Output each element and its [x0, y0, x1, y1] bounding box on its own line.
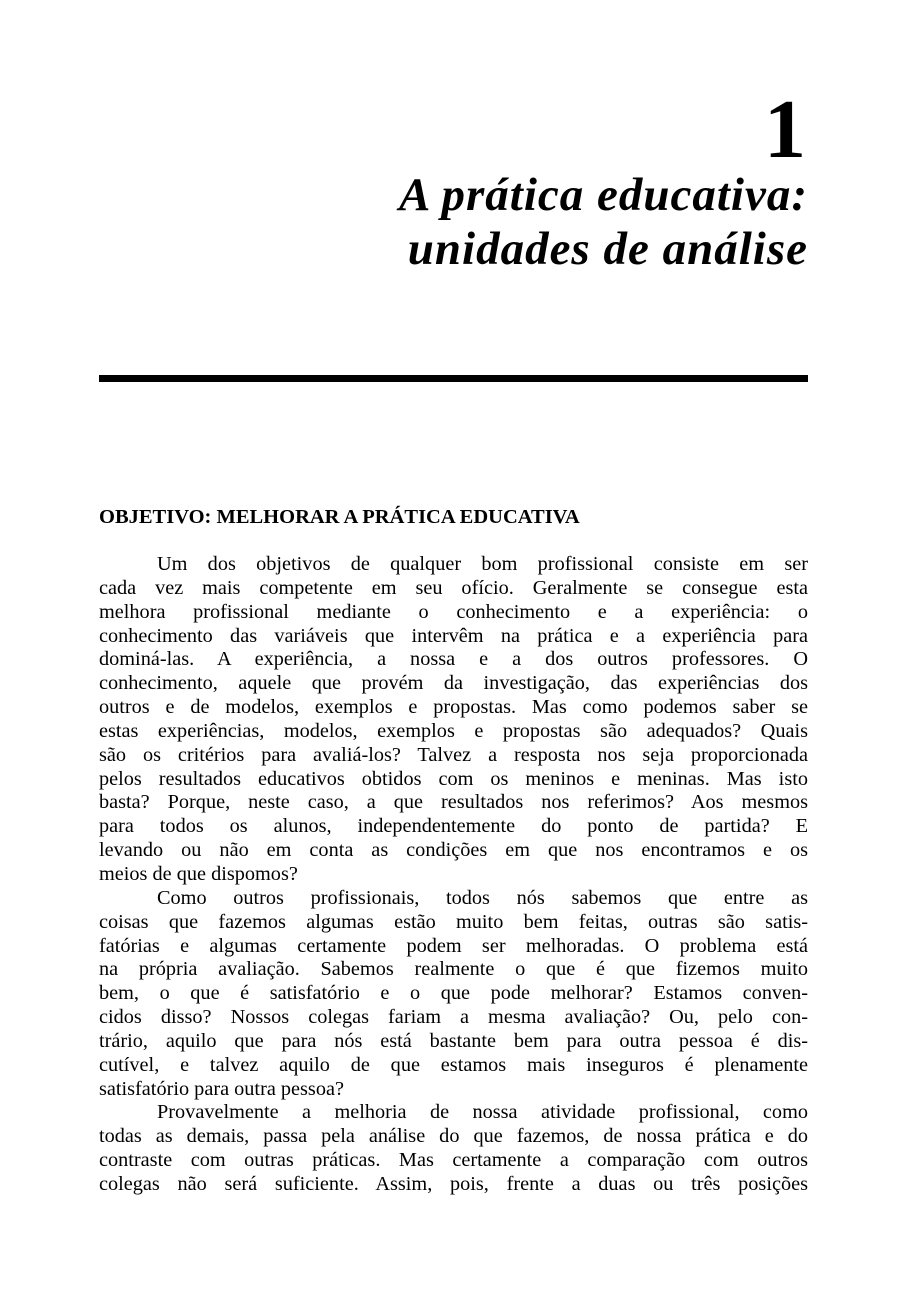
paragraph-line: melhora profissional mediante o conhecimento e a experiência: o	[99, 600, 808, 623]
paragraph-line: cidos disso? Nossos colegas fariam a mesma avaliação? Ou, pelo con-	[99, 1006, 808, 1029]
paragraph-line: conhecimento das variáveis que intervêm na prática e a experiência para	[99, 624, 808, 647]
paragraph-line: fatórias e algumas certamente podem ser melhoradas. O problema está	[99, 934, 808, 957]
section-heading: OBJETIVO: MELHORAR A PRÁTICA EDUCATIVA	[99, 506, 580, 528]
paragraph-line: trário, aquilo que para nós está bastante bem para outra pessoa é dis-	[99, 1029, 808, 1052]
paragraph	[99, 553, 808, 887]
body-text	[99, 553, 808, 1197]
paragraph-line: cutível, e talvez aquilo de que estamos mais inseguros é plenamente	[99, 1053, 808, 1076]
chapter-title-line: A prática educativa:	[398, 169, 808, 221]
chapter-title-line: unidades de análise	[407, 223, 808, 275]
paragraph-line: satisfatório para outra pessoa?	[99, 1077, 344, 1100]
paragraph-line: levando ou não em conta as condições em que nos encontramos e os	[99, 839, 808, 862]
paragraph-line: basta? Porque, neste caso, a que resultados nos referimos? Aos mesmos	[99, 791, 808, 814]
paragraph-line: todas as demais, passa pela análise do que fazemos, de nossa prática e do	[99, 1125, 808, 1148]
paragraph-line: bem, o que é satisfatório e o que pode melhorar? Estamos conven-	[99, 982, 808, 1005]
paragraph-line: coisas que fazemos algumas estão muito bem feitas, outras são satis-	[99, 910, 808, 933]
chapter-divider-rule	[99, 375, 808, 382]
paragraph-line: dominá-las. A experiência, a nossa e a dos outros professores. O	[99, 648, 808, 671]
paragraph-line: Provavelmente a melhoria de nossa atividade profissional, como	[157, 1101, 808, 1124]
chapter-number: 1	[764, 83, 806, 176]
paragraph-line: outros e de modelos, exemplos e propostas. Mas como podemos saber se	[99, 696, 808, 719]
paragraph-line: na própria avaliação. Sabemos realmente o que é que fizemos muito	[99, 958, 808, 981]
paragraph-line: são os critérios para avaliá-los? Talvez a resposta nos seja proporcionada	[99, 743, 808, 766]
chapter-title	[399, 168, 808, 276]
paragraph-line: conhecimento, aquele que provém da investigação, das experiências dos	[99, 672, 808, 695]
paragraph-line: Como outros profissionais, todos nós sabemos que entre as	[157, 886, 808, 909]
paragraph-line: Um dos objetivos de qualquer bom profissional consiste em ser	[157, 553, 808, 575]
paragraph-line: cada vez mais competente em seu ofício. Geralmente se consegue esta	[99, 576, 808, 599]
paragraph-line: colegas não será suficiente. Assim, pois, frente a duas ou três posições	[99, 1172, 808, 1195]
paragraph-line: estas experiências, modelos, exemplos e propostas são adequados? Quais	[99, 719, 808, 742]
paragraph-line: pelos resultados educativos obtidos com os meninos e meninas. Mas isto	[99, 767, 808, 790]
paragraph	[99, 1101, 808, 1196]
paragraph-line: meios de que dispomos?	[99, 862, 298, 885]
paragraph-line: contraste com outras práticas. Mas certamente a comparação com outros	[99, 1149, 808, 1172]
paragraph	[99, 887, 808, 1102]
paragraph-line: para todos os alunos, independentemente do ponto de partida? E	[99, 815, 808, 838]
